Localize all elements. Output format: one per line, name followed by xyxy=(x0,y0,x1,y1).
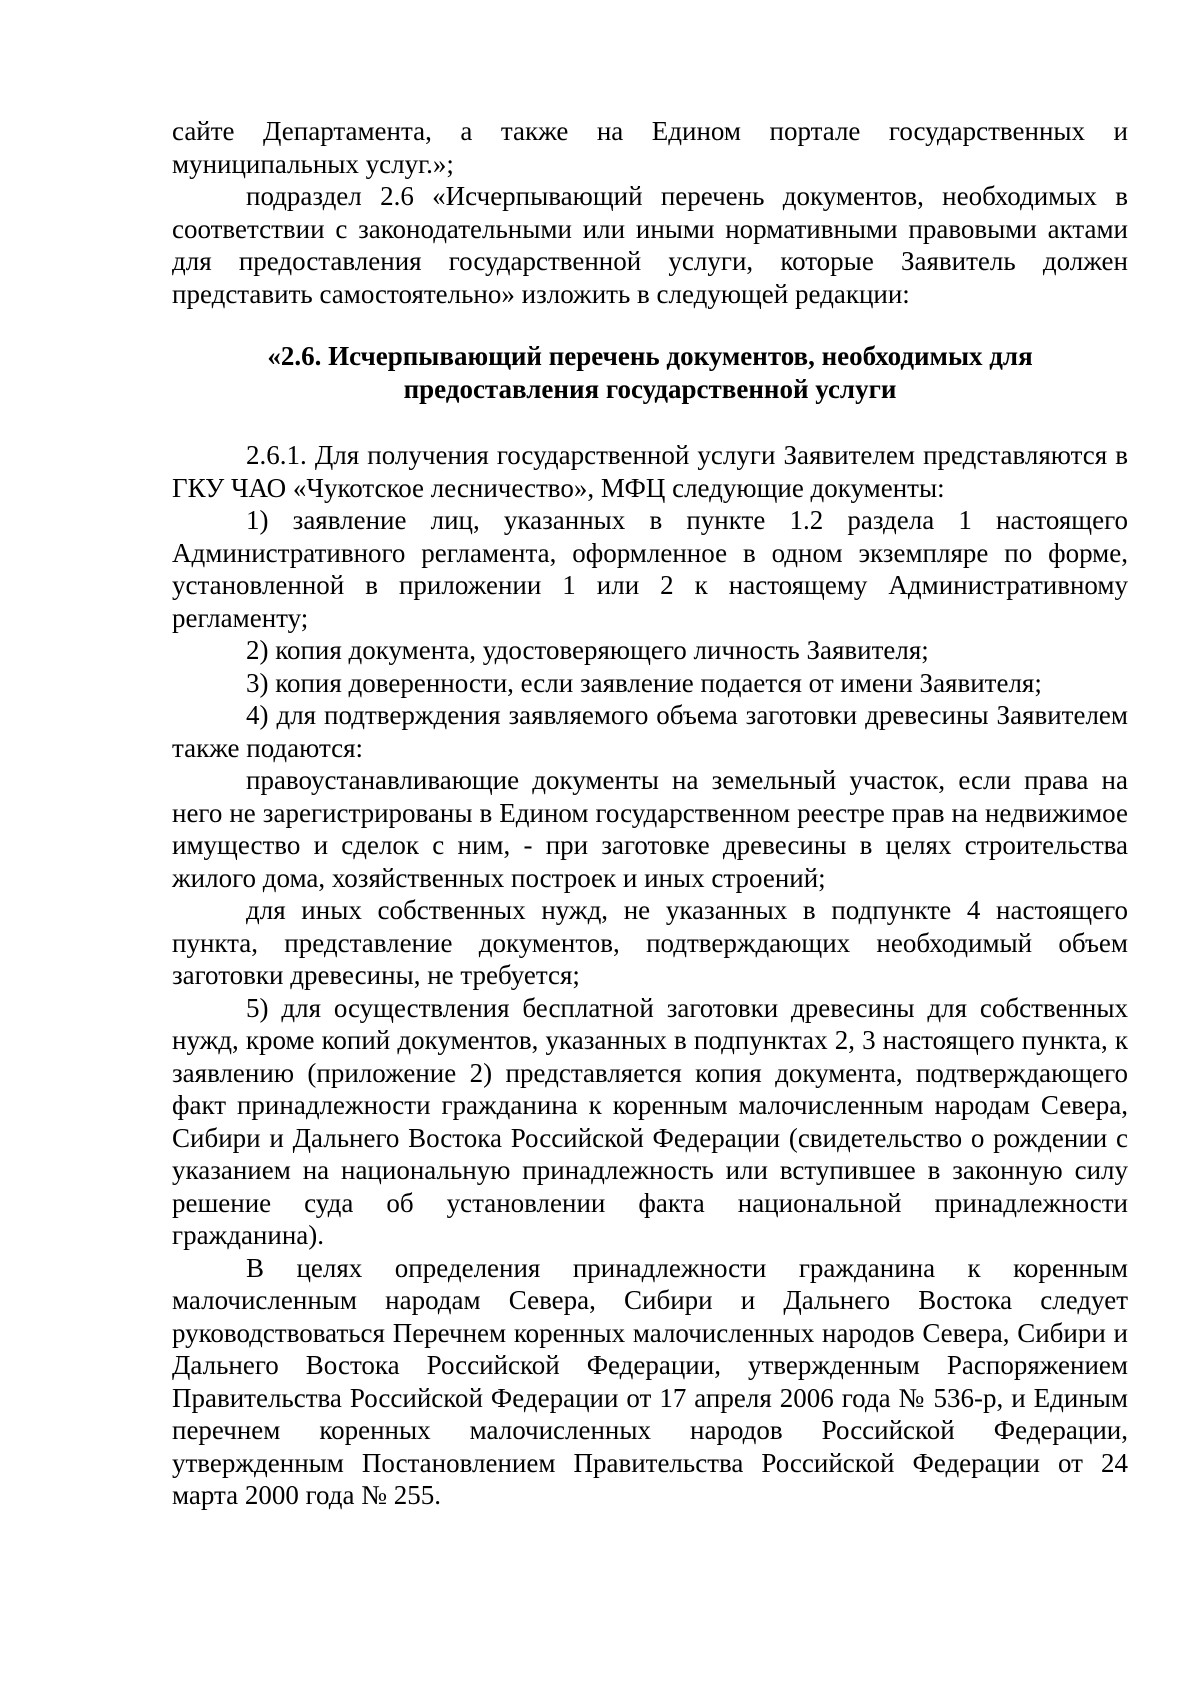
other-needs-paragraph: для иных собственных нужд, не указанных в подпункте 4 настоящего пункта, представление документов, подтверждающих необходимый объем заготовки древесины, не требуется; xyxy=(172,895,1128,990)
document-page xyxy=(172,115,1128,1512)
item-2-paragraph: 2) копия документа, удостоверяющего личность Заявителя; xyxy=(246,635,929,665)
clause-2-6-1-paragraph: 2.6.1. Для получения государственной услуги Заявителем представляются в ГКУ ЧАО «Чукотское лесничество», МФЦ следующие документы: xyxy=(172,440,1128,503)
subsection-amendment-paragraph: подраздел 2.6 «Исчерпывающий перечень документов, необходимых в соответствии с законодательными или иными нормативными правовыми актами для предоставления государственной услуги, которые Заявитель должен представить самостоятельно» изложить в следующей редакции: xyxy=(172,181,1128,309)
land-documents-paragraph: правоустанавливающие документы на земельный участок, если права на него не зарегистрированы в Едином государственном реестре прав на недвижимое имущество и сделок с ним, - при заготовке древесины в целях строительства жилого дома, хозяйственных построек и иных строений; xyxy=(172,765,1128,893)
section-heading-line-1: «2.6. Исчерпывающий перечень документов, необходимых для xyxy=(267,341,1033,371)
item-3-paragraph: 3) копия доверенности, если заявление подается от имени Заявителя; xyxy=(246,667,1042,698)
item-4-paragraph: 4) для подтверждения заявляемого объема заготовки древесины Заявителем также подаются: xyxy=(172,700,1128,763)
section-heading-line-2: предоставления государственной услуги xyxy=(403,373,897,404)
section-heading xyxy=(172,340,1128,405)
item-5-paragraph: 5) для осуществления бесплатной заготовки древесины для собственных нужд, кроме копий документов, указанных в подпунктах 2, 3 настоящего пункта, к заявлению (приложение 2) представляется копия документа, подтверждающего факт принадлежности гражданина к коренным малочисленным народам Севера, Сибири и Дальнего Востока Российской Федерации (свидетельство о рождении с указанием на национальную принадлежность или вступившее в законную силу решение суда об установлении факта национальной принадлежности гражданина). xyxy=(172,992,1128,1250)
item-1-paragraph: 1) заявление лиц, указанных в пункте 1.2 раздела 1 настоящего Административного регламента, оформленное в одном экземпляре по форме, установленной в приложении 1 или 2 к настоящему Административному регламенту; xyxy=(172,505,1128,633)
intro-continuation-paragraph: сайте Департамента, а также на Едином портале государственных и муниципальных услуг.»; xyxy=(172,116,1128,179)
indigenous-peoples-paragraph: В целях определения принадлежности гражданина к коренным малочисленным народам Севера, Сибири и Дальнего Востока следует руководствоваться Перечнем коренных малочисленных народов Севера, Сибири и Дальнего Востока Российской Федерации, утвержденным Распоряжением Правительства Российской Федерации от 17 апреля 2006 года № 536-р, и Единым перечнем коренных малочисленных народов Российской Федерации, утвержденным Постановлением Правительства Российской Федерации от 24 марта 2000 года № 255. xyxy=(172,1252,1128,1510)
